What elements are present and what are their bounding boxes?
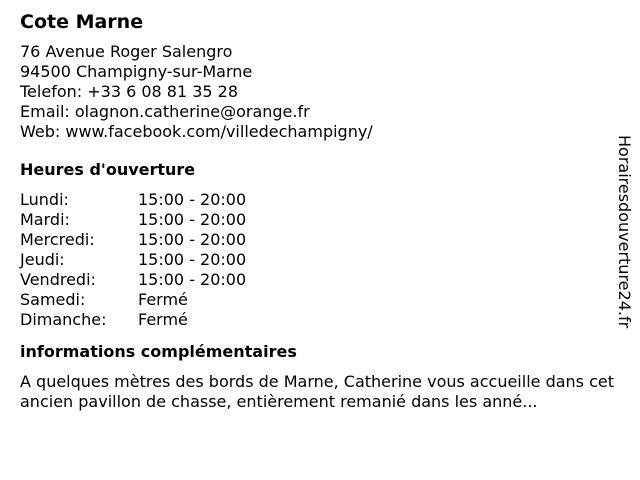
- hours-row-sunday: [20, 310, 620, 330]
- day-label: Dimanche:: [20, 310, 107, 329]
- city-address: 94500 Champigny-sur-Marne: [20, 62, 253, 81]
- hours-value: 15:00 - 20:00: [138, 230, 247, 249]
- phone-number: Telefon: +33 6 08 81 35 28: [20, 82, 239, 101]
- opening-hours-table: [20, 190, 620, 330]
- street-address: 76 Avenue Roger Salengro: [20, 42, 233, 61]
- hours-row-saturday: [20, 290, 620, 310]
- hours-row-monday: [20, 190, 620, 210]
- day-label: Mercredi:: [20, 230, 95, 249]
- hours-row-thursday: [20, 250, 620, 270]
- day-label: Jeudi:: [20, 250, 65, 269]
- business-title: Cote Marne: [20, 11, 144, 33]
- hours-value: 15:00 - 20:00: [138, 270, 247, 289]
- hours-value: Fermé: [138, 290, 188, 309]
- hours-value: 15:00 - 20:00: [138, 250, 247, 269]
- opening-hours-heading: Heures d'ouverture: [20, 160, 196, 179]
- hours-value: Fermé: [138, 310, 188, 329]
- business-listing: [20, 10, 620, 412]
- contact-block: [20, 42, 620, 142]
- day-label: Mardi:: [20, 210, 70, 229]
- hours-value: 15:00 - 20:00: [138, 190, 247, 209]
- hours-row-wednesday: [20, 230, 620, 250]
- day-label: Vendredi:: [20, 270, 96, 289]
- watermark-text: Horairesdouverture24.fr: [615, 135, 634, 329]
- day-label: Samedi:: [20, 290, 86, 309]
- email-address: Email: olagnon.catherine@orange.fr: [20, 102, 310, 121]
- hours-row-friday: [20, 270, 620, 290]
- additional-info-text: A quelques mètres des bords de Marne, Catherine vous accueille dans cet ancien pavillon de chasse, entièrement remanié dans les anné...: [20, 372, 614, 411]
- day-label: Lundi:: [20, 190, 69, 209]
- website-link: Web: www.facebook.com/villedechampigny/: [20, 122, 373, 141]
- additional-info-heading: informations complémentaires: [20, 342, 297, 361]
- hours-row-tuesday: [20, 210, 620, 230]
- hours-value: 15:00 - 20:00: [138, 210, 247, 229]
